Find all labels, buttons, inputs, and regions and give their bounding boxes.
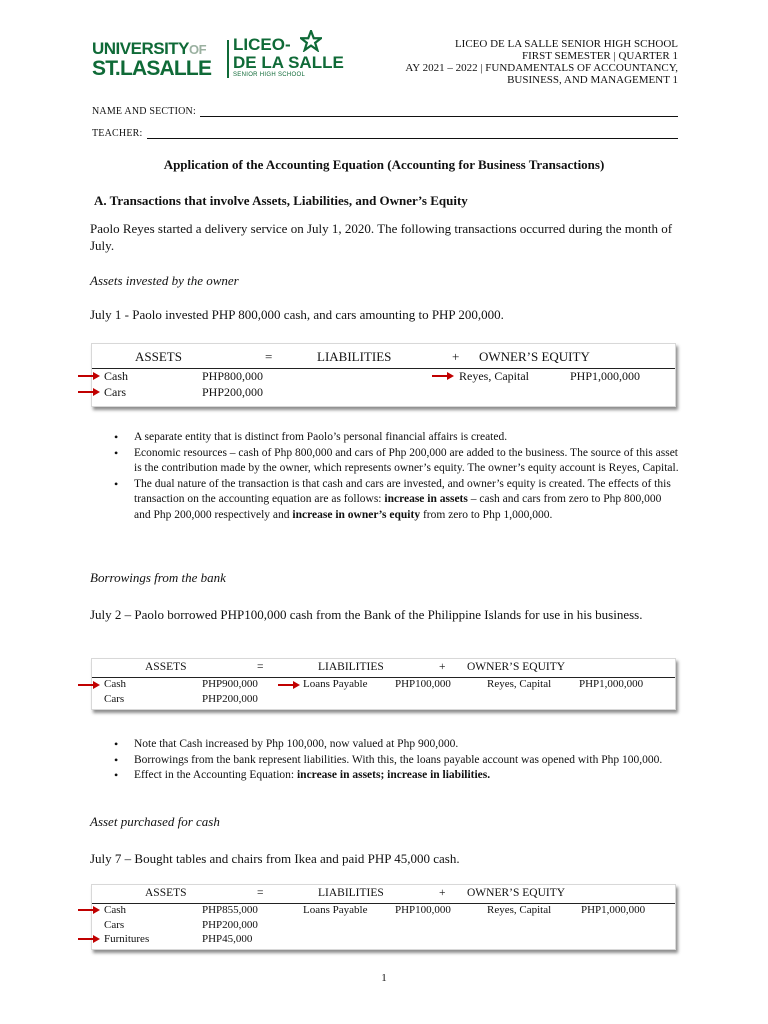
account-value: PHP855,000: [202, 904, 258, 916]
transaction-heading: Assets invested by the owner: [90, 273, 239, 288]
emphasis-text: increase in owner’s equity: [292, 508, 421, 521]
transaction-heading: Asset purchased for cash: [90, 814, 220, 829]
header-plus: +: [439, 887, 446, 899]
account-value: PHP900,000: [202, 678, 258, 690]
university-logo: [92, 40, 232, 79]
logo-text: OF: [189, 42, 207, 57]
arrow-icon: [78, 681, 100, 689]
account-name: Loans Payable: [303, 904, 368, 916]
account-value: PHP1,000,000: [579, 678, 644, 690]
table-header: [92, 885, 675, 904]
list-item-text: from zero to Php 1,000,000.: [420, 508, 553, 521]
header-owners-equity: OWNER’S EQUITY: [467, 661, 566, 673]
name-section-field[interactable]: [92, 106, 678, 117]
account-value: PHP200,000: [202, 919, 258, 931]
logo-text: ST.LASALLE: [92, 57, 212, 80]
arrow-icon: [78, 388, 100, 396]
teacher-line[interactable]: [147, 128, 679, 139]
account-name: Cash: [104, 678, 126, 690]
list-item: • Economic resources – cash of Php 800,000 and cars of Php 200,000 are added to the business. The source of this asset is the contribution made by the owner, which represents owner’s equity. The owner’s equity account is Reyes, Capital.: [112, 446, 680, 477]
intro-paragraph: Paolo Reyes started a delivery service on July 1, 2020. The following transactions occurred during the month of July.: [90, 221, 673, 253]
arrow-icon: [278, 681, 300, 689]
list-item-text: Effect in the Accounting Equation:: [134, 769, 297, 781]
list-item: • A separate entity that is distinct from Paolo’s personal financial affairs is created.: [112, 430, 680, 446]
header-assets: ASSETS: [145, 887, 187, 899]
page-number: 1: [381, 972, 387, 984]
explanation-list: [112, 737, 680, 784]
transaction-description: July 2 – Paolo borrowed PHP100,000 cash from the Bank of the Philippine Islands for use in his business.: [90, 607, 643, 622]
emphasis-text: increase in assets; increase in liabilities.: [296, 769, 491, 781]
teacher-field[interactable]: [92, 128, 678, 139]
list-item: • Note that Cash increased by Php 100,000, now valued at Php 900,000.: [112, 737, 680, 753]
account-value: PHP100,000: [395, 678, 451, 690]
transaction-heading: Borrowings from the bank: [90, 570, 226, 585]
account-name: Cash: [104, 904, 126, 916]
account-name: Furnitures: [104, 933, 150, 945]
header-owners-equity: OWNER’S EQUITY: [467, 887, 566, 899]
list-item: [112, 477, 680, 524]
header-liabilities: LIABILITIES: [318, 661, 384, 673]
logo-text: LICEO-: [233, 35, 291, 54]
arrow-icon: [78, 372, 100, 380]
account-name: Loans Payable: [303, 678, 368, 690]
account-name: Reyes, Capital: [487, 678, 552, 690]
list-item: • Borrowings from the bank represent liabilities. With this, the loans payable account was opened with Php 100,000.: [112, 753, 680, 769]
subject-name: BUSINESS, AND MANAGEMENT 1: [507, 74, 678, 86]
liceo-logo: [233, 36, 343, 79]
account-name: Cars: [104, 693, 125, 705]
accounting-equation-table: [91, 658, 676, 710]
transaction-description: July 7 – Bought tables and chairs from Ikea and paid PHP 45,000 cash.: [90, 851, 460, 866]
header-equals: =: [265, 349, 273, 364]
account-name: Cash: [104, 369, 128, 383]
account-value: PHP800,000: [202, 369, 264, 383]
header-equals: =: [257, 887, 264, 899]
semester-info: FIRST SEMESTER | QUARTER 1: [522, 50, 678, 62]
header-owners-equity: OWNER’S EQUITY: [479, 349, 590, 364]
academic-year: AY 2021 – 2022 | FUNDAMENTALS OF ACCOUNTANCY,: [405, 62, 678, 74]
account-value: PHP1,000,000: [570, 369, 641, 383]
account-value: PHP200,000: [202, 693, 258, 705]
header-liabilities: LIABILITIES: [318, 887, 384, 899]
school-name: LICEO DE LA SALLE SENIOR HIGH SCHOOL: [454, 38, 678, 50]
header-liabilities: LIABILITIES: [317, 349, 392, 364]
account-value: PHP200,000: [202, 385, 264, 399]
arrow-icon: [78, 906, 100, 914]
list-item-text: – cash and cars from zero to Php 800,000 and Php 200,000 respectively and: [134, 493, 662, 521]
transaction-description: July 1 - Paolo invested PHP 800,000 cash, and cars amounting to PHP 200,000.: [90, 307, 504, 322]
account-name: Cars: [104, 385, 126, 399]
logo-divider: [227, 40, 229, 78]
arrow-icon: [432, 372, 454, 380]
header-plus: +: [439, 661, 446, 673]
header-assets: ASSETS: [135, 349, 182, 364]
teacher-label: TEACHER:: [92, 128, 143, 139]
header-assets: ASSETS: [145, 661, 187, 673]
name-line[interactable]: [200, 106, 678, 117]
explanation-list: [112, 430, 680, 523]
star-icon: [300, 30, 322, 52]
logo-text: DE LA SALLE: [233, 53, 344, 72]
account-value: PHP1,000,000: [581, 904, 646, 916]
logo-text: SENIOR HIGH SCHOOL: [233, 72, 306, 78]
header-info: [405, 38, 678, 86]
list-item: [112, 768, 680, 784]
header-equals: =: [257, 661, 264, 673]
account-name: Reyes, Capital: [459, 369, 529, 383]
table-header: [92, 659, 675, 678]
accounting-equation-table: [91, 343, 676, 407]
table-header: [92, 344, 675, 369]
section-heading: A. Transactions that involve Assets, Liabilities, and Owner’s Equity: [94, 193, 468, 208]
name-label: NAME AND SECTION:: [92, 106, 196, 117]
list-item-text: The dual nature of the transaction is that cash and cars are invested, and owner’s equity is created. The effects of this transaction on the accounting equation are as follows:: [134, 477, 671, 505]
arrow-icon: [78, 935, 100, 943]
header-plus: +: [452, 349, 460, 364]
accounting-equation-table: [91, 884, 676, 950]
account-name: Cars: [104, 919, 125, 931]
page-title: Application of the Accounting Equation (Accounting for Business Transactions): [163, 157, 605, 172]
logo-text: UNIVERSITY: [92, 39, 190, 58]
account-name: Reyes, Capital: [487, 904, 552, 916]
emphasis-text: increase in assets: [384, 493, 468, 505]
account-value: PHP45,000: [202, 933, 253, 945]
account-value: PHP100,000: [395, 904, 451, 916]
